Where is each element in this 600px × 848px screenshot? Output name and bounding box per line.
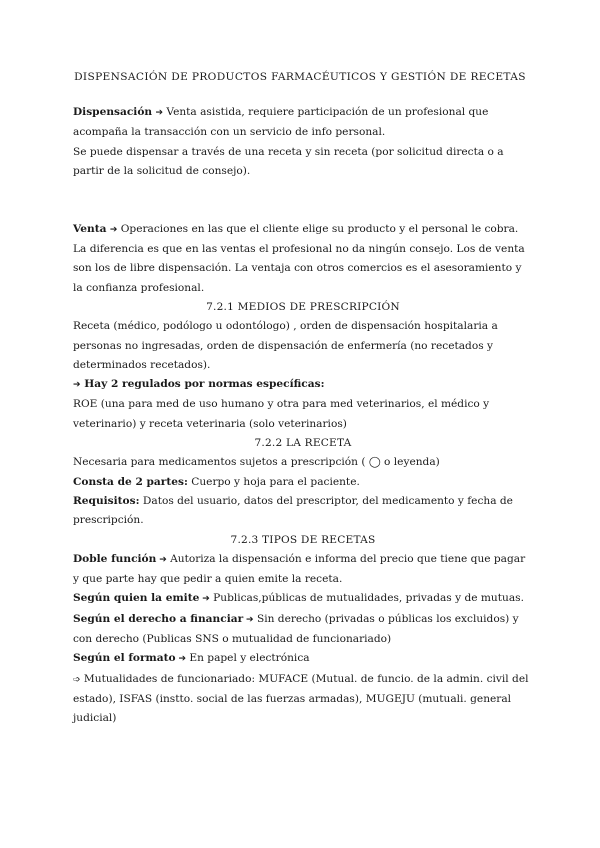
paragraph-regulados [73, 375, 533, 395]
term-venta: Venta [73, 222, 107, 235]
text-requisitos: Datos del usuario, datos del prescriptor, del medicamento y fecha de prescripción. [73, 494, 513, 527]
definition-venta: Operaciones en las que el cliente elige su producto y el personal le cobra. [117, 222, 519, 235]
arrow-icon: ➔ [156, 554, 167, 565]
text-segun-emite: Publicas,públicas de mutualidades, privadas y de mutuas. [209, 592, 524, 605]
arrow-icon: ➔ [155, 108, 164, 118]
heading-7-2-3: 7.2.3 TIPOS DE RECETAS [230, 533, 376, 546]
text-segun-formato: En papel y electrónica [186, 652, 310, 665]
arrow-icon: ➔ [109, 224, 118, 235]
paragraph-segun-formato [73, 649, 533, 669]
term-segun-formato: Según el formato [73, 652, 176, 665]
term-doble-funcion: Doble función [73, 552, 157, 565]
paragraph-necesaria: Necesaria para medicamentos sujetos a prescripción ( ◯ o leyenda) [73, 456, 440, 469]
term-segun-emite: Según quien la emite [73, 592, 200, 605]
term-regulados: Hay 2 regulados por normas específicas: [80, 378, 325, 391]
arrow-icon: ➔ [73, 380, 81, 391]
arrow-icon: ➔ [199, 594, 210, 605]
definition-dispensacion: Venta asistida, requiere participación de un profesional que acompaña la transacción con un servicio de info personal. [73, 106, 489, 139]
paragraph-dispensacion-detail: Se puede dispensar a través de una receta y sin receta (por solicitud directa o a partir de la solicitud de consejo). [73, 145, 504, 177]
paragraph-consta [73, 473, 533, 492]
heading-7-2-1: 7.2.1 MEDIOS DE PRESCRIPCIÓN [206, 300, 400, 313]
spacer [73, 181, 533, 200]
arrow-icon: ➔ [243, 614, 254, 625]
text-segun-financiar: Sin derecho (privadas o públicas los excluidos) y con derecho (Publicas SNS o mutualidad de funcionariado) [73, 612, 519, 646]
term-requisitos: Requisitos: [73, 494, 140, 507]
heading-7-2-2: 7.2.2 LA RECETA [254, 437, 352, 450]
paragraph-segun-financiar [73, 610, 533, 650]
term-dispensacion: Dispensación [73, 106, 153, 118]
paragraph-roe: ROE (una para med de uso humano y otra para med veterinarios, el médico y veterinario) y receta veterinaria (solo veterinarios) [73, 398, 490, 430]
paragraph-requisitos [73, 492, 533, 531]
paragraph-doble-funcion [73, 550, 533, 590]
text-mutualidades: Mutualidades de funcionariado: MUFACE (Mutual. de funcio. de la admin. civil del estado), ISFAS (instto. social de las fuerzas armadas), MUGEJU (mutuali. general judicial) [73, 672, 529, 725]
paragraph-segun-emite [73, 589, 533, 609]
bullet-arrow-icon: ➩ [73, 674, 81, 685]
text-doble-funcion: Autoriza la dispensación e informa del precio que tiene que pagar y que parte hay que pedir a quien emite la receta. [73, 552, 526, 586]
term-consta: Consta de 2 partes: [73, 475, 188, 488]
paragraph-receta-medios: Receta (médico, podólogo u odontólogo) , orden de dispensación hospitalaria a personas no ingresadas, orden de dispensación de enfermería (no recetados y determinados recetados). [73, 320, 498, 371]
paragraph-venta [73, 220, 533, 240]
term-segun-financiar: Según el derecho a financiar [73, 612, 244, 625]
paragraph-dispensacion [73, 103, 533, 143]
arrow-icon: ➔ [175, 654, 186, 665]
paragraph-venta-detail: La diferencia es que en las ventas el profesional no da ningún consejo. Los de venta son los de libre dispensación. La ventaja con otros comercios es el asesoramiento y la confianza profesional. [73, 243, 525, 294]
document-body [73, 103, 533, 729]
spacer [73, 200, 533, 219]
paragraph-mutualidades [73, 670, 533, 729]
text-consta: Cuerpo y hoja para el paciente. [187, 475, 360, 488]
document-title: DISPENSACIÓN DE PRODUCTOS FARMACÉUTICOS Y GESTIÓN DE RECETAS [74, 71, 526, 83]
